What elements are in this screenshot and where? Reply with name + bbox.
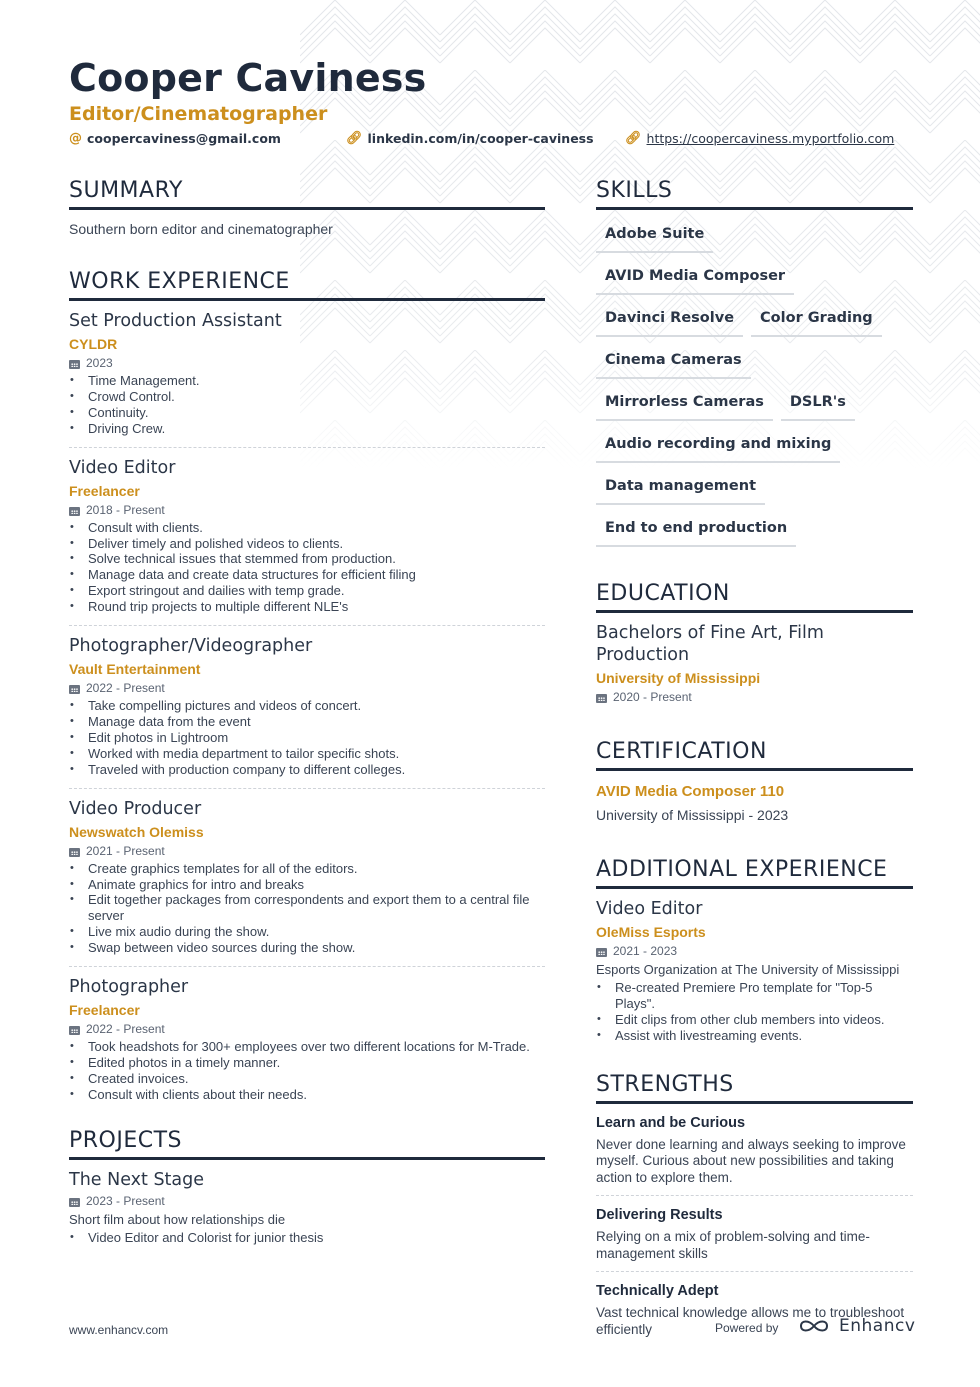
- strength-title: Technically Adept: [596, 1283, 719, 1300]
- job-bullets: [69, 861, 545, 956]
- list-item: • Swap between video sources during the show.: [69, 940, 545, 956]
- job-bullets: [69, 373, 545, 437]
- linkedin-contact[interactable]: [346, 131, 594, 146]
- list-item: • Export stringout and dailies with temp grade.: [69, 583, 545, 599]
- calendar-icon: [69, 683, 80, 694]
- school-name: University of Mississippi: [596, 670, 761, 686]
- portfolio-link[interactable]: [625, 131, 894, 146]
- strength-description: Vast technical knowledge allows me to troubleshoot efficiently: [596, 1305, 905, 1337]
- job-company: Vault Entertainment: [69, 661, 201, 678]
- skill-tag: Cinema Cameras: [596, 343, 751, 379]
- job-title: Set Production Assistant: [69, 311, 282, 331]
- job-date: [69, 356, 545, 371]
- job-date: [596, 944, 913, 959]
- skill-tag: Mirrorless Cameras: [596, 385, 773, 421]
- list-item: • Assist with livestreaming events.: [596, 1028, 913, 1044]
- list-item: • Driving Crew.: [69, 421, 545, 437]
- calendar-icon: [69, 358, 80, 369]
- job-date-text: 2022 - Present: [86, 1022, 165, 1037]
- list-item: • Create graphics templates for all of the editors.: [69, 861, 545, 877]
- project-date-text: 2023 - Present: [86, 1193, 165, 1208]
- calendar-icon: [69, 1196, 80, 1207]
- degree-title: Bachelors of Fine Art, Film Production: [596, 623, 824, 665]
- section-title: STRENGTHS: [596, 1072, 913, 1104]
- section-title: CERTIFICATION: [596, 739, 913, 771]
- list-item: • Traveled with production company to different colleges.: [69, 762, 545, 778]
- list-item: • Solve technical issues that stemmed from production.: [69, 551, 545, 567]
- job-date-text: 2021 - Present: [86, 843, 165, 858]
- skill-tag: Audio recording and mixing: [596, 427, 840, 463]
- certification-section: [596, 739, 913, 824]
- calendar-icon: [69, 1024, 80, 1035]
- summary-section: [69, 178, 545, 238]
- job-entry: [69, 448, 545, 626]
- skill-tag: Adobe Suite: [596, 217, 713, 253]
- list-item: • Edit photos in Lightroom: [69, 730, 545, 746]
- list-item: • Edit clips from other club members into videos.: [596, 1012, 913, 1028]
- link-icon: 🔗︎: [625, 131, 642, 146]
- additional-experience-section: [596, 857, 913, 1054]
- at-icon: @: [69, 131, 82, 146]
- strength-item: [596, 1196, 913, 1272]
- project-bullets: [69, 1230, 545, 1246]
- certification-issuer: University of Mississippi - 2023: [596, 807, 789, 823]
- list-item: • Deliver timely and polished videos to clients.: [69, 536, 545, 552]
- jobs-list: [69, 301, 545, 1113]
- strength-title: Learn and be Curious: [596, 1114, 746, 1131]
- job-title: Video Editor: [69, 457, 176, 478]
- job-date: [69, 844, 545, 859]
- project-title: The Next Stage: [69, 1169, 205, 1190]
- job-title: Video Editor: [596, 899, 703, 919]
- job-title: Photographer/Videographer: [69, 636, 313, 657]
- section-title: SUMMARY: [69, 178, 545, 210]
- strengths-list: [596, 1104, 916, 1348]
- job-company: Freelancer: [69, 1002, 140, 1019]
- projects-section: [69, 1128, 545, 1256]
- list-item: • Re-created Premiere Pro template for "Top-5 Plays".: [596, 980, 913, 1012]
- job-date-text: 2023: [86, 356, 113, 370]
- list-item: • Edited photos in a timely manner.: [69, 1055, 545, 1071]
- job-company: OleMiss Esports: [596, 924, 706, 940]
- strength-title: Delivering Results: [596, 1207, 723, 1224]
- skill-tag: Data management: [596, 469, 765, 505]
- job-company: Freelancer: [69, 482, 140, 499]
- skills-section: [596, 178, 913, 547]
- job-date: [69, 503, 545, 518]
- job-company: CYLDR: [69, 336, 118, 352]
- strengths-section: [596, 1071, 916, 1348]
- list-item: • Continuity.: [69, 405, 545, 421]
- job-entry: [69, 626, 545, 789]
- linkedin-text: linkedin.com/in/cooper-caviness: [367, 131, 594, 146]
- list-item: • Manage data and create data structures for efficient filing: [69, 567, 545, 583]
- section-title: PROJECTS: [69, 1128, 545, 1160]
- job-date: [69, 681, 545, 696]
- project-item: [69, 1160, 545, 1256]
- calendar-icon: [596, 946, 607, 957]
- job-date-text: 2021 - 2023: [613, 944, 678, 958]
- candidate-role: Editor/Cinematographer: [69, 103, 328, 125]
- list-item: • Worked with media department to tailor specific shots.: [69, 746, 545, 762]
- job-title: Photographer: [69, 977, 189, 998]
- list-item: • Crowd Control.: [69, 389, 545, 405]
- education-section: [596, 581, 913, 705]
- job-entry: [69, 967, 545, 1113]
- strength-description: Never done learning and always seeking to improve myself. Curious about new possibilities and taking action to explore them.: [596, 1136, 906, 1185]
- job-bullets: [596, 980, 913, 1044]
- job-bullets: [69, 698, 545, 778]
- job-date-text: 2022 - Present: [86, 681, 165, 696]
- skill-tag: End to end production: [596, 511, 796, 547]
- section-title: SKILLS: [596, 178, 913, 210]
- list-item: • Take compelling pictures and videos of concert.: [69, 698, 545, 714]
- job-entry: [69, 789, 545, 967]
- skill-tag: AVID Media Composer: [596, 259, 794, 295]
- strength-item: [596, 1104, 913, 1197]
- section-title: WORK EXPERIENCE: [69, 269, 545, 301]
- left-column: [69, 178, 545, 1256]
- section-title: ADDITIONAL EXPERIENCE: [596, 857, 913, 889]
- job-bullets: [69, 1039, 545, 1103]
- education-date-text: 2020 - Present: [613, 690, 692, 704]
- strength-description: Relying on a mix of problem-solving and time-management skills: [596, 1229, 870, 1261]
- list-item: • Animate graphics for intro and breaks: [69, 877, 545, 893]
- list-item: • Consult with clients about their needs.: [69, 1087, 545, 1103]
- job-company: Newswatch Olemiss: [69, 823, 204, 840]
- job-title: Video Producer: [69, 798, 202, 819]
- calendar-icon: [69, 505, 80, 516]
- list-item: • Took headshots for 300+ employees over two different locations for M-Trade.: [69, 1039, 545, 1055]
- additional-job: [596, 889, 913, 1054]
- education-date: [596, 690, 913, 705]
- calendar-icon: [69, 846, 80, 857]
- email-text: coopercaviness@gmail.com: [87, 131, 281, 146]
- link-icon: 🔗︎: [346, 131, 363, 146]
- footer-url[interactable]: www.enhancv.com: [69, 1323, 169, 1337]
- list-item: • Consult with clients.: [69, 520, 545, 536]
- enhancv-logo[interactable]: [797, 1316, 915, 1336]
- list-item: • Round trip projects to multiple different NLE's: [69, 599, 545, 615]
- email-contact[interactable]: [69, 131, 281, 146]
- job-date-text: 2018 - Present: [86, 502, 165, 517]
- job-description: Esports Organization at The University of Mississippi: [596, 962, 900, 977]
- portfolio-text: https://coopercaviness.myportfolio.com: [646, 131, 895, 146]
- work-experience-section: [69, 269, 545, 1113]
- job-date: [69, 1022, 545, 1037]
- candidate-name: Cooper Caviness: [69, 56, 427, 100]
- list-item: • Created invoices.: [69, 1071, 545, 1087]
- list-item: • Live mix audio during the show.: [69, 924, 545, 940]
- skill-tag: DSLR's: [781, 385, 855, 421]
- summary-text: Southern born editor and cinematographer: [69, 221, 333, 237]
- powered-by-label: Powered by: [715, 1321, 779, 1335]
- job-entry: [69, 301, 545, 448]
- list-item: • Manage data from the event: [69, 714, 545, 730]
- list-item: • Edit together packages from correspondents and export them to a central file server: [69, 892, 545, 924]
- right-column: [596, 178, 916, 1347]
- skills-list: [596, 217, 913, 547]
- enhancv-logo-icon: [797, 1316, 831, 1336]
- job-bullets: [69, 520, 545, 615]
- project-description: Short film about how relationships die: [69, 1211, 286, 1227]
- certification-name: AVID Media Composer 110: [596, 783, 785, 800]
- skill-tag: Davinci Resolve: [596, 301, 743, 337]
- calendar-icon: [596, 692, 607, 703]
- contact-bar: [69, 131, 909, 149]
- project-date: [69, 1194, 545, 1209]
- section-title: EDUCATION: [596, 581, 913, 613]
- list-item: • Video Editor and Colorist for junior thesis: [69, 1230, 545, 1246]
- skill-tag: Color Grading: [751, 301, 882, 337]
- enhancv-wordmark: Enhancv: [839, 1316, 916, 1336]
- list-item: • Time Management.: [69, 373, 545, 389]
